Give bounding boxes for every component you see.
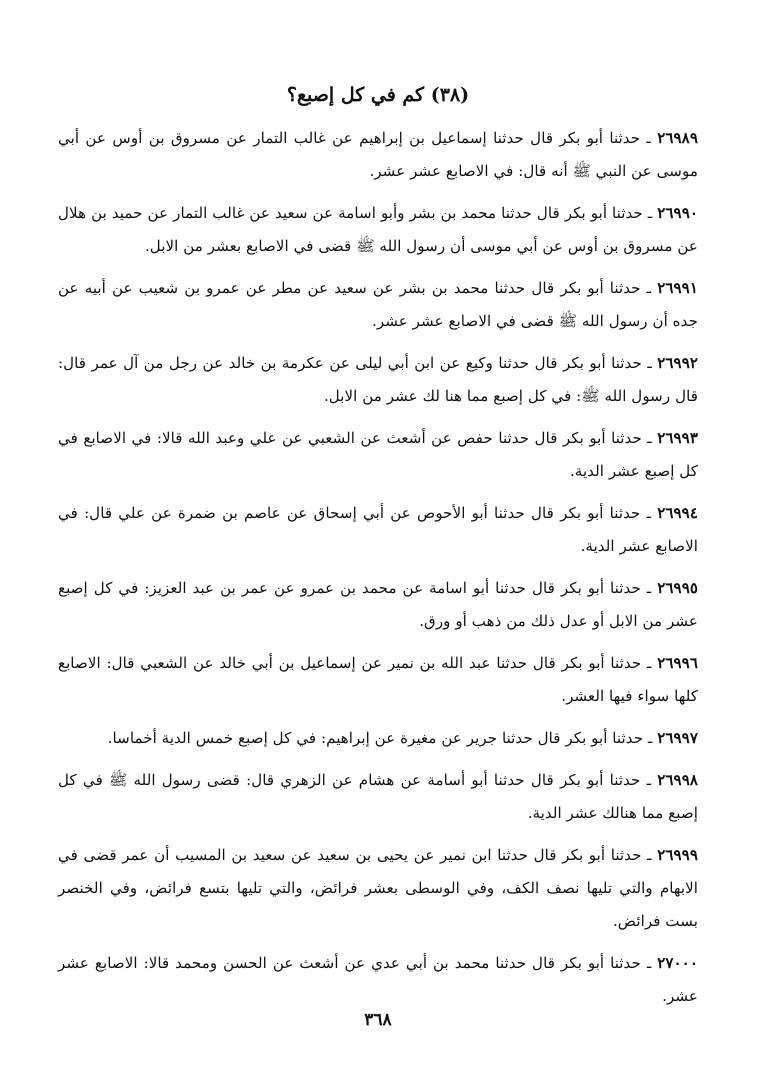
hadith-text: ـ حدثنا أبو بكر قال حدثنا وكيع عن ابن أبي ليلى عن عكرمة بن خالد عن رجل من آل عمر قال: قال رسول الله ﷺ: في كل إصبع مما هنا لك عشر من الابل. — [58, 354, 698, 405]
hadith-entry — [58, 647, 698, 713]
hadith-number: ٢٦٩٩٩ — [657, 846, 698, 864]
hadith-entry — [58, 272, 698, 338]
hadith-text: ـ حدثنا أبو بكر قال حدثنا حفص عن أشعث عن الشعبي عن علي وعبد الله قالا: في الاصابع في كل إصبع عشر الدية. — [58, 429, 698, 480]
hadith-number: ٢٦٩٩١ — [657, 279, 698, 297]
hadith-text: ـ حدثنا أبو بكر قال حدثنا محمد بن أبي عدي عن أشعث عن الحسن ومحمد قالا: الاصابع عشر عشر. — [58, 954, 698, 1005]
hadith-text: ـ حدثنا أبو بكر قال حدثنا أبو الأحوص عن أبي إسحاق عن عاصم بن ضمرة عن علي قال: في الاصابع عشر الدية. — [58, 504, 698, 555]
document-page — [58, 70, 698, 1080]
hadith-number: ٢٦٩٩٠ — [657, 204, 699, 222]
hadith-number: ٢٧٠٠٠ — [657, 954, 698, 972]
hadith-text: ـ حدثنا أبو بكر قال حدثنا جرير عن مغيرة عن إبراهيم: في كل إصبع خمس الدية أخماسا. — [107, 729, 653, 747]
hadith-entry — [58, 572, 698, 638]
hadith-entry — [58, 197, 698, 263]
hadith-text: ـ حدثنا أبو بكر قال حدثنا محمد بن بشر عن سعيد عن مطر عن عمرو بن شعيب عن أبيه عن جده أن رسول الله ﷺ قضى في الاصابع عشر عشر. — [58, 279, 698, 330]
hadith-number: ٢٦٩٩٤ — [657, 504, 698, 522]
hadith-entry — [58, 122, 698, 188]
hadith-entry — [58, 722, 698, 755]
hadith-entry — [58, 497, 698, 563]
hadith-entry — [58, 347, 698, 413]
hadith-entry — [58, 422, 698, 488]
hadith-entry — [58, 947, 698, 1013]
hadith-number: ٢٦٩٩٥ — [657, 579, 699, 597]
hadith-number: ٢٦٩٨٩ — [657, 129, 698, 147]
hadith-text: ـ حدثنا أبو بكر قال حدثنا أبو أسامة عن هشام عن الزهري قال: قضى رسول الله ﷺ في كل إصبع مما هنالك عشر الدية. — [58, 771, 698, 822]
hadith-entry — [58, 764, 698, 830]
hadith-number: ٢٦٩٩٢ — [657, 354, 699, 372]
hadith-text: ـ حدثنا أبو بكر قال حدثنا إسماعيل بن إبراهيم عن غالب التمار عن مسروق بن أوس عن أبي موسى عن النبي ﷺ أنه قال: في الاصابع عشر عشر. — [58, 129, 698, 180]
hadith-text: ـ حدثنا أبو بكر قال حدثنا محمد بن بشر وأبو اسامة عن سعيد عن غالب التمار عن حميد بن هلال عن مسروق بن أوس عن أبي موسى أن رسول الله ﷺ قضى في الاصابع بعشر من الابل. — [58, 204, 698, 255]
hadith-text: ـ حدثنا أبو بكر قال حدثنا أبو اسامة عن محمد بن عمرو عن عمر بن عبد العزيز: في كل إصبع عشر من الابل أو عدل ذلك من ذهب أو ورق. — [58, 579, 698, 630]
hadith-number: ٢٦٩٩٣ — [657, 429, 698, 447]
hadith-number: ٢٦٩٩٧ — [657, 729, 698, 747]
hadith-number: ٢٦٩٩٨ — [657, 771, 699, 789]
hadith-text: ـ حدثنا أبو بكر قال حدثنا ابن نمير عن يحيى بن سعيد عن سعيد بن المسيب أن عمر قضى في الابهام والتي تليها نصف الكف، وفي الوسطى بعشر فرائض، والتي تليها بتسع فرائض، وفي الخنصر بست فرائض. — [58, 846, 698, 930]
page-number: ٣٦٨ — [364, 1010, 392, 1030]
hadith-number: ٢٦٩٩٦ — [657, 654, 698, 672]
hadith-entry — [58, 839, 698, 938]
chapter-title: (٣٨) كم في كل إصبع؟ — [286, 84, 470, 106]
hadith-text: ـ حدثنا أبو بكر قال حدثنا عبد الله بن نمير عن إسماعيل بن أبي خالد عن الشعبي قال: الاصابع كلها سواء فيها العشر. — [58, 654, 698, 705]
